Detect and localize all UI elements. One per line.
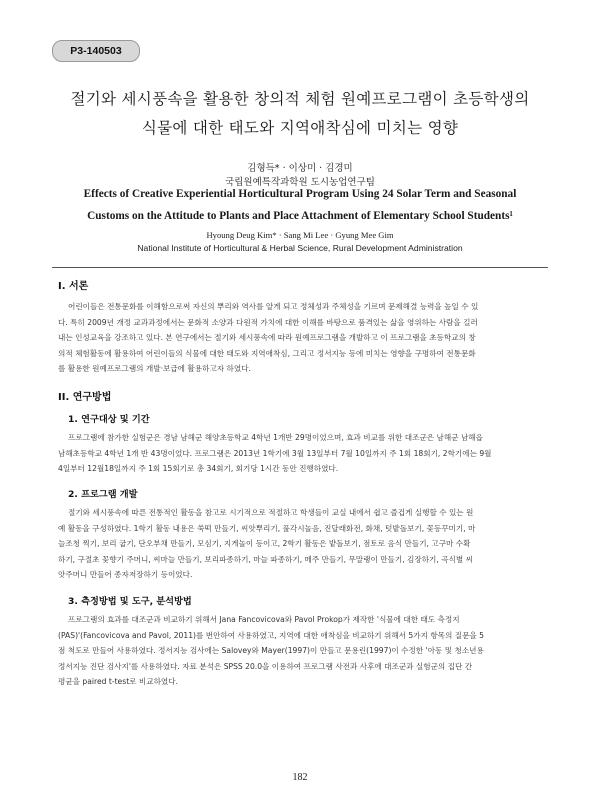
english-title-line-1: Effects of Creative Experiential Horticultural Program Using 24 Solar Term and Seasonal — [83, 188, 517, 200]
methods-heading: II. 연구방법 — [58, 392, 112, 403]
paragraph-line: 절기와 세시풍속에 따른 전통적인 활동을 참고로 시기적으로 적절하고 학생들이 교실 내에서 쉽고 즐겁게 실행할 수 있는 원 — [68, 508, 474, 517]
english-title-line-2: Customs on the Attitude to Plants and Place Attachment of Elementary School Students¹ — [87, 210, 513, 222]
paragraph-line: 내는 인성교육을 강조하고 있다. 본 연구에서는 절기와 세시풍속에 따라 원예프로그램을 개발하고 이 프로그램을 초등학교의 창 — [58, 333, 476, 343]
korean-affiliation: 국립원예특작과학원 도시농업연구팀 — [225, 177, 375, 188]
english-author-block — [0, 229, 600, 255]
english-affiliation: National Institute of Horticultural & Herbal Science, Rural Development Administration — [137, 243, 463, 253]
subsection-3-paragraph — [58, 612, 544, 690]
paragraph-line: 남해초등학교 4학년 1개 반 43명이었다. 프로그램은 2013년 1학기에 3월 13일부터 7월 10일까지 주 1회 18회기, 2학기에는 9월 — [58, 448, 492, 458]
paper-id-badge: P3-140503 — [52, 40, 140, 62]
intro-heading: I. 서론 — [58, 281, 89, 292]
paragraph-line: 어린이들은 전통문화를 이해함으로써 자신의 뿌리와 역사를 알게 되고 정체성과 주체성을 기르며 문제해결 능력을 높일 수 있 — [68, 302, 479, 311]
subsection-1-paragraph — [58, 430, 544, 477]
paragraph-line: 프로그램의 효과를 대조군과 비교하기 위해서 Jana Fancovicova와 Pavol Prokop가 제작한 '식물에 대한 태도 측정지 — [68, 615, 460, 624]
paragraph-line: 하기, 구절초 꽃향기 주머니, 씨마늘 만들기, 보리파종하기, 마늘 파종하기, 메주 만들기, 무말랭이 만들기, 김장하기, 곡식별 씨 — [58, 554, 473, 564]
page-number: 182 — [292, 772, 308, 783]
paragraph-line: 정서지능 진단 검사지'를 사용하였다. 자료 분석은 SPSS 20.0을 이용하여 프로그램 사전과 사후에 대조군과 실험군의 집단 간 — [58, 661, 473, 671]
subsection-heading-2: 2. 프로그램 개발 — [68, 489, 138, 500]
paragraph-line: 의적 체험활동에 활용하여 어린이들의 식물에 대한 태도와 지역애착심, 그리고 정서지능 등에 미치는 영향을 구명하여 전통문화 — [58, 348, 476, 358]
korean-authors: 김형득* · 이상미 · 김경미 — [247, 163, 353, 174]
paragraph-line: 늘조청 찍기, 보리 굽기, 단오부채 만들기, 모심기, 지게놀이 등이고, 2학기 활동은 밭돌보기, 점토로 음식 만들기, 고구마 수확 — [58, 539, 471, 549]
paragraph-line: 프로그램에 참가한 실험군은 경남 남해군 해양초등학교 4학년 1개반 29명이었으며, 효과 비교를 위한 대조군은 남해군 남해읍 — [68, 433, 483, 442]
subsection-2-paragraph — [58, 505, 544, 583]
paragraph-line: (PAS)'(Fancovicova and Pavol, 2011)를 번안하여 사용하였고, 지역에 대한 애착심을 비교하기 위해서 5가지 항목의 질문을 5 — [58, 630, 485, 640]
korean-title-line-2: 식물에 대한 태도와 지역애착심에 미치는 영향 — [141, 119, 459, 137]
paragraph-line: 를 활용한 원예프로그램의 개발·보급에 활용하고자 하였다. — [58, 364, 251, 374]
paragraph-line: 점 척도로 만들어 사용하였다. 정서지능 검사에는 Salovey와 Mayer(1997)이 만들고 문용린(1997)이 수정한 '아동 및 청소년용 — [58, 646, 484, 656]
paragraph-line: 예 활동을 구성하였다. 1학기 활동 내용은 쑥떡 만들기, 씨앗뿌리기, 풀각시놀음, 진달래화전, 화채, 텃밭돌보기, 꽃등꾸미기, 마 — [58, 523, 476, 533]
intro-paragraph — [58, 299, 544, 377]
korean-title-line-1: 절기와 세시풍속을 활용한 창의적 체험 원예프로그램이 초등학생의 — [70, 90, 530, 108]
paragraph-line: 4일부터 12월18일까지 주 1회 15회기로 총 34회기, 회기당 1시간 동안 진행하였다. — [58, 464, 339, 474]
korean-title — [30, 85, 570, 143]
paragraph-line: 앗주머니 만들어 종자저장하기 등이었다. — [58, 570, 193, 580]
english-authors: Hyoung Deug Kim* · Sang Mi Lee · Gyung Mee Gim — [206, 230, 394, 240]
section-divider — [52, 267, 548, 268]
paragraph-line: 다. 특히 2009년 개정 교과과정에서는 문화적 소양과 다원적 가치에 대한 이해를 바탕으로 품격있는 삶을 영위하는 사람을 길러 — [58, 317, 478, 327]
english-title — [30, 183, 570, 227]
subsection-heading-1: 1. 연구대상 및 기간 — [68, 414, 150, 425]
paragraph-line: 평균을 paired t-test로 비교하였다. — [58, 677, 179, 687]
subsection-heading-3: 3. 측정방법 및 도구, 분석방법 — [68, 596, 192, 607]
